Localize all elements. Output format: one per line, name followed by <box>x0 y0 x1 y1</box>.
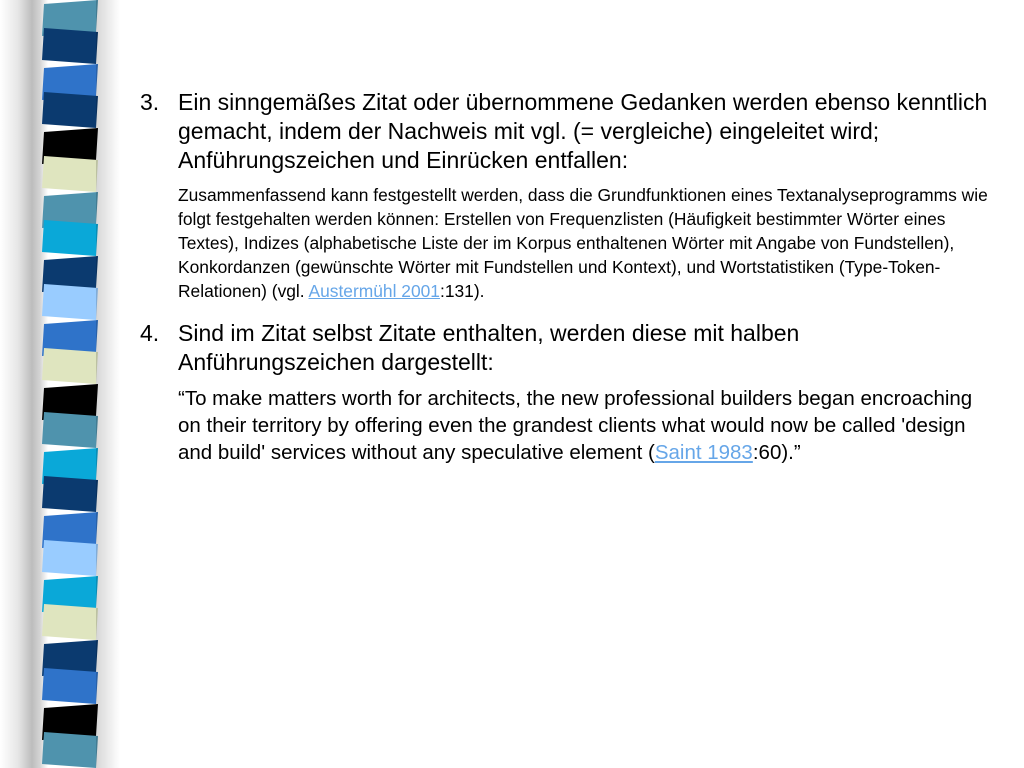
stripe-segment <box>42 220 98 256</box>
stripe-segment <box>42 412 98 448</box>
stripe-segment <box>42 348 98 384</box>
stripe-segment <box>42 28 98 64</box>
quote-text: Zusammenfassend kann festgestellt werden, dass die Grundfunktionen eines Textanalyseprogramms wie folgt festgehalten werden können: Erstellen von Frequenzlisten (Häufigkeit bestimmter Wörter eines Textes), Indizes (alphabetische Liste der im Korpus enthaltenen Wörter mit Angabe von Fundstellen), Konkordanzen (gewünschte Wörter mit Fundstellen und Kontext), und Wortstatistiken (Type-Token-Relationen) (vgl. <box>178 185 988 301</box>
stripe-segment <box>42 540 98 576</box>
stripe-segment <box>42 732 98 768</box>
paraphrase-example <box>140 183 1000 303</box>
citation-link-saint[interactable]: Saint 1983 <box>654 441 753 464</box>
list-item-3 <box>140 88 1000 175</box>
citation-link-austermuehl[interactable]: Austermühl 2001 <box>308 281 440 301</box>
quote-citation-tail: :131). <box>439 281 485 301</box>
stripe-segment <box>42 284 98 320</box>
slide-content <box>140 88 1000 466</box>
item-number: 4. <box>140 320 160 346</box>
stripe-segment <box>42 668 98 704</box>
stripe-segment <box>42 476 98 512</box>
stripe-shadow <box>96 0 120 768</box>
quote-text: “To make matters worth for architects, the new professional builders began encroaching on their territory by offering even the grandest clients what would now be called 'design and build' services without any speculative element ( <box>178 387 973 464</box>
item-text: Sind im Zitat selbst Zitate enthalten, werden diese mit halben Anführungszeichen dargestellt: <box>178 320 800 375</box>
item-number: 3. <box>140 89 160 115</box>
list-item-4 <box>140 319 1000 377</box>
stripe-segment <box>42 156 98 192</box>
stripe-segment <box>42 604 98 640</box>
item-text: Ein sinngemäßes Zitat oder übernommene Gedanken werden ebenso kenntlich gemacht, indem der Nachweis mit vgl. (= vergleiche) eingeleitet wird; Anführungszeichen und Einrücken entfallen: <box>178 89 988 173</box>
nested-quote-example <box>140 385 1000 466</box>
quote-citation-tail: :60).” <box>752 441 801 464</box>
stripe-segment <box>42 92 98 128</box>
